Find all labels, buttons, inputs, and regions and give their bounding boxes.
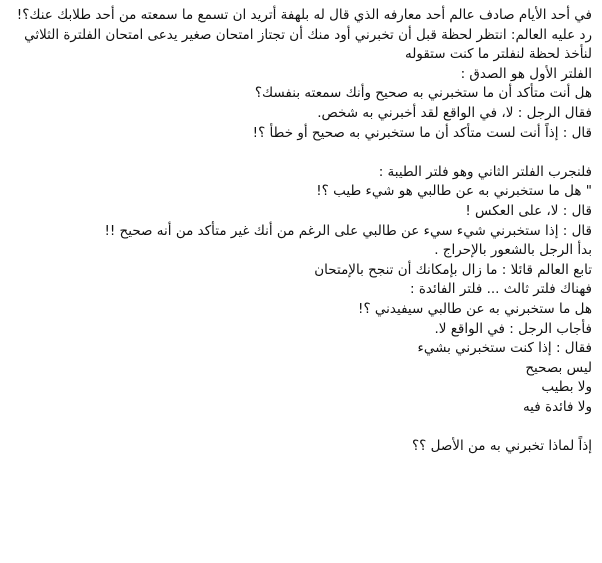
- text-line: ولا بطيب: [541, 379, 592, 396]
- text-line: " هل ما ستخبرني به عن طالبي هو شيء طيب ؟!: [316, 183, 592, 200]
- text-line: ليس بصحيح: [525, 359, 592, 376]
- text-line: قال : إذا ستخبرني شيء سيء عن طالبي على الرغم من أنك غير متأكد من أنه صحيح !!: [104, 222, 592, 239]
- text-line: بدأ الرجل بالشعور بالإحراج .: [434, 242, 592, 259]
- text-line: قال : إذاً أنت لست متأكد أن ما ستخبرني به صحيح أو خطأ ؟!: [252, 124, 592, 141]
- text-line: لنأخذ لحظة لنفلتر ما كنت ستقوله: [405, 46, 592, 63]
- text-line: هل أنت متأكد أن ما ستخبرني به صحيح وأنك سمعته بنفسك؟: [254, 85, 592, 102]
- text-line: فهناك فلتر ثالث ... فلتر الفائدة :: [409, 281, 592, 298]
- text-line: إذاً لماذا تخبرني به من الأصل ؟؟: [411, 438, 592, 455]
- text-line: ولا فائدة فيه: [522, 398, 592, 415]
- document-body: [6, 6, 592, 457]
- text-line: فقال : إذا كنت ستخبرني بشيء: [417, 340, 592, 357]
- text-line: الفلتر الأول هو الصدق :: [460, 65, 592, 82]
- text-line: فلنجرب الفلتر الثاني وهو فلتر الطيبة :: [378, 163, 592, 180]
- text-line: تابع العالم قائلا : ما زال بإمكانك أن تنجح بالإمتحان: [314, 261, 592, 278]
- blank-line: [6, 143, 592, 163]
- text-line: رد عليه العالم: انتظر لحظة قبل أن تخبرني أود منك أن تجتاز امتحان صغير يدعى امتحان الفلترة الثلاثي: [24, 26, 592, 43]
- blank-line: [6, 417, 592, 437]
- text-line: قال : لا، على العكس !: [465, 202, 592, 219]
- text-line: هل ما ستخبرني به عن طالبي سيفيدني ؟!: [358, 300, 592, 317]
- text-line: فأجاب الرجل : في الواقع لا.: [434, 320, 592, 337]
- text-line: فقال الرجل : لا، في الواقع لقد أخبرني به شخص.: [317, 104, 592, 121]
- text-line: في أحد الأيام صادف عالم أحد معارفه الذي قال له بلهفة أتريد ان تسمع ما سمعته من أحد طلابك عنك؟!: [16, 7, 592, 23]
